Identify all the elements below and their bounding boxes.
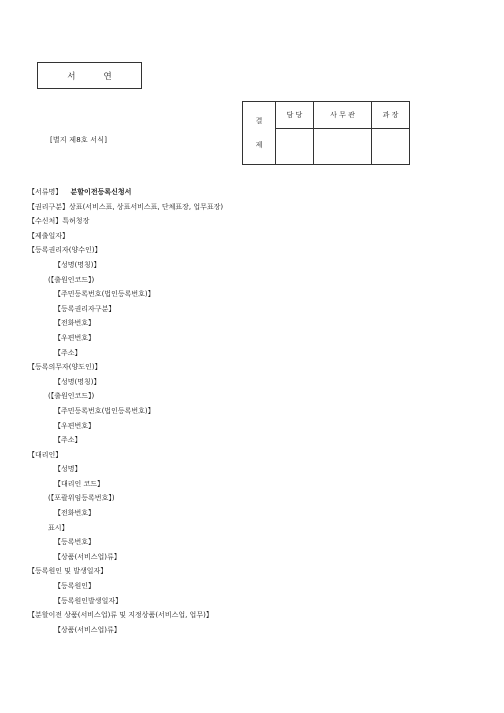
obligor-zip-line: 【우편번호】 — [54, 421, 96, 430]
obligor-line: 【등록의무자(양도인)】 — [28, 363, 102, 372]
obligor-code-line: (【출원인코드】) — [48, 392, 95, 401]
doc-type-value: 분할이전등록신청서 — [70, 188, 132, 196]
obligor-addr-line: 【주소】 — [54, 436, 82, 445]
approval-label-top: 결 — [255, 117, 263, 125]
agent-code-line: 【대리인 코드】 — [54, 479, 105, 488]
doc-type-line — [28, 185, 488, 200]
holder-code-line: (【출원인코드】) — [48, 275, 95, 284]
agent-general-line: (【포괄위임등록번호】) — [48, 494, 115, 503]
right-class-line: 【권리구분】상표(서비스표, 상표서비스표, 단체표장, 업무표장) — [28, 202, 224, 211]
approval-sign-officer — [313, 129, 371, 165]
doc-type-label: 【서류명】 — [28, 188, 63, 196]
form-number: [별지 제8호 서식] — [50, 136, 108, 144]
cause-line: 【등록원인 및 발생일자】 — [28, 567, 108, 576]
reg-no-line: 【등록번호】 — [54, 538, 96, 547]
obligor-reg-line: 【주민등록번호(법인등록번호)】 — [54, 406, 155, 415]
approval-header-officer: 사 무 관 — [313, 102, 371, 129]
cause-date-line: 【등록원인발생일자】 — [54, 596, 123, 605]
agent-line: 【대리인】 — [28, 450, 63, 459]
approval-label-bottom: 제 — [255, 141, 263, 149]
mark-line: 표시】 — [48, 523, 69, 532]
title-char-1: 서 — [67, 71, 76, 82]
approval-header-chief: 과 장 — [372, 102, 410, 129]
recipient-line: 【수신처】특허청장 — [28, 217, 90, 226]
holder-zip-line: 【우편번호】 — [54, 333, 96, 342]
cause-item-line: 【등록원인】 — [54, 582, 96, 591]
holder-phone-line: 【전화번호】 — [54, 319, 96, 328]
document-title-box — [37, 62, 142, 89]
split-class-line: 【상품(서비스업)류】 — [54, 625, 121, 634]
holder-name-line: 【성명(명칭)】 — [54, 260, 101, 269]
obligor-name-line: 【성명(명칭)】 — [54, 377, 101, 386]
approval-label — [243, 102, 276, 165]
approval-header-staff: 담 당 — [276, 102, 314, 129]
holder-reg-line: 【주민등록번호(법인등록번호)】 — [54, 290, 155, 299]
form-body — [28, 185, 488, 637]
holder-line: 【등록권리자(양수인)】 — [28, 246, 102, 255]
title-char-2: 연 — [103, 71, 112, 82]
submit-date-line: 【제출일자】 — [28, 231, 70, 240]
approval-sign-staff — [276, 129, 314, 165]
agent-phone-line: 【전화번호】 — [54, 509, 96, 518]
agent-name-line: 【성명】 — [54, 465, 82, 474]
goods-line: 【상품(서비스업)류】 — [54, 552, 121, 561]
approval-sign-chief — [372, 129, 410, 165]
holder-class-line: 【등록권리자구분】 — [54, 304, 116, 313]
split-goods-line: 【분할이전 상품(서비스업)류 및 지정상품(서비스업, 업무)】 — [28, 611, 213, 620]
approval-table — [242, 101, 410, 165]
holder-addr-line: 【주소】 — [54, 348, 82, 357]
